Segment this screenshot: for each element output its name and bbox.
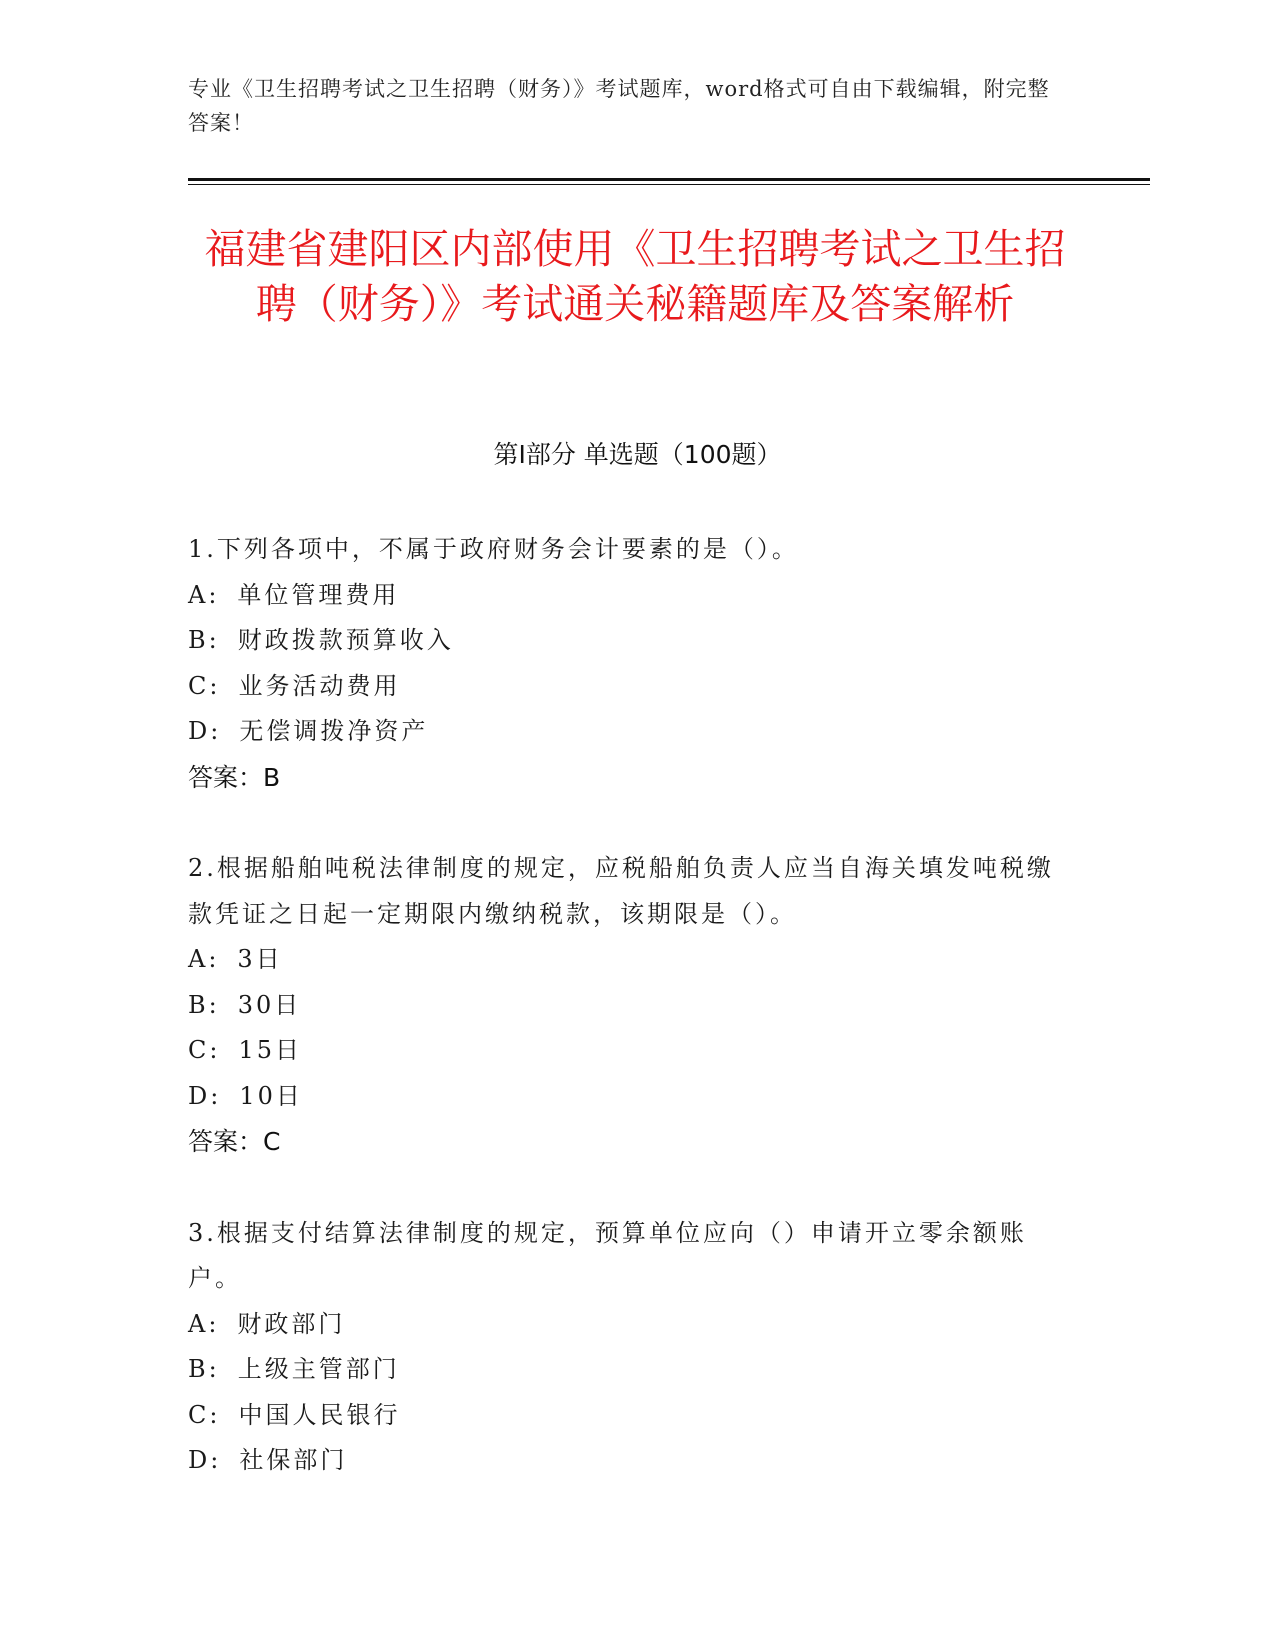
option-letter: B: [188, 626, 220, 654]
option-text: 15日 [238, 1036, 302, 1064]
option-text: 业务活动费用 [238, 671, 401, 700]
option-a [188, 937, 1068, 983]
option-letter: D: [188, 1081, 222, 1110]
option-letter: B: [188, 990, 220, 1019]
option-letter: C: [188, 1036, 221, 1064]
header-note: 专业《卫生招聘考试之卫生招聘（财务）》考试题库，word格式可自由下载编辑，附完整答案！ [188, 77, 1050, 135]
option-c [188, 664, 1068, 710]
option-d [188, 1074, 1068, 1120]
option-a [188, 573, 1068, 619]
option-b [188, 1347, 1068, 1393]
option-letter: A: [188, 1309, 220, 1338]
option-text: 无偿调拨净资产 [239, 717, 429, 745]
option-d [188, 1438, 1068, 1484]
option-a [188, 1302, 1068, 1348]
option-letter: A: [188, 945, 220, 973]
option-letter: C: [188, 671, 221, 700]
question-1 [188, 527, 1068, 800]
option-letter: D: [188, 717, 222, 745]
option-b [188, 618, 1068, 664]
option-b [188, 983, 1068, 1029]
document-title: 福建省建阳区内部使用《卫生招聘考试之卫生招聘（财务）》考试通关秘籍题库及答案解析 [204, 225, 1066, 328]
option-text: 30日 [237, 990, 302, 1019]
question-stem: 2.根据船舶吨税法律制度的规定，应税船舶负责人应当自海关填发吨税缴款凭证之日起一定期限内缴纳税款，该期限是（）。 [188, 854, 1054, 928]
question-list [188, 527, 1068, 1530]
option-c [188, 1393, 1068, 1439]
option-letter: B: [188, 1355, 220, 1383]
answer: 答案：C [188, 1127, 281, 1156]
option-d [188, 709, 1068, 755]
question-3 [188, 1211, 1068, 1484]
answer: 答案：B [188, 762, 281, 792]
option-letter: A: [188, 580, 220, 609]
option-text: 单位管理费用 [237, 580, 400, 609]
question-2 [188, 846, 1068, 1165]
header-rule-thick [188, 178, 1150, 181]
option-text: 财政拨款预算收入 [237, 626, 454, 654]
option-letter: C: [188, 1400, 221, 1429]
option-c [188, 1028, 1068, 1074]
option-text: 上级主管部门 [237, 1355, 400, 1383]
option-text: 10日 [239, 1081, 303, 1110]
option-text: 中国人民银行 [238, 1400, 401, 1429]
question-stem: 3.根据支付结算法律制度的规定，预算单位应向（）申请开立零余额账户。 [188, 1218, 1027, 1292]
option-text: 财政部门 [237, 1309, 346, 1338]
option-text: 3日 [237, 945, 283, 973]
option-letter: D: [188, 1446, 222, 1474]
section-title: 第Ⅰ部分 单选题（100题） [493, 440, 782, 469]
header-rule-thin [188, 184, 1150, 185]
question-stem: 1.下列各项中，不属于政府财务会计要素的是（）。 [188, 535, 799, 563]
option-text: 社保部门 [239, 1446, 348, 1474]
